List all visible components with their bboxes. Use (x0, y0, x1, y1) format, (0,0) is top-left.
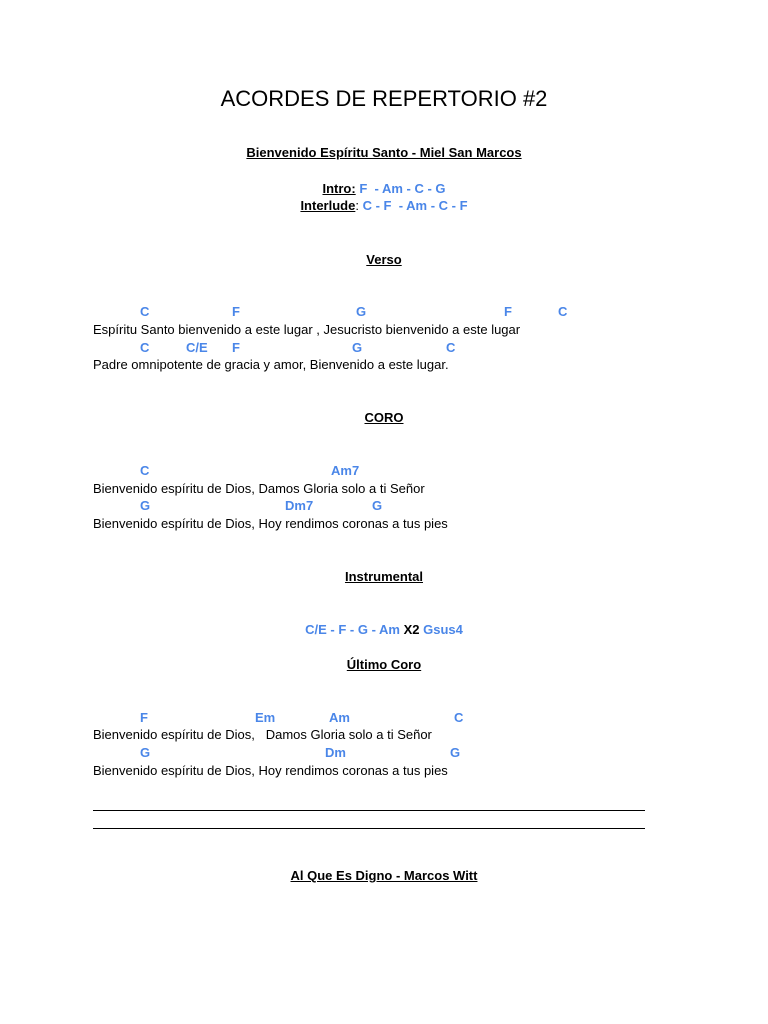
intro-label: Intro: (322, 181, 356, 196)
chord: G (140, 498, 151, 513)
lyric-line: Padre omnipotente de gracia y amor, Bienvenido a este lugar. (93, 357, 449, 372)
repeat-mark: X2 (399, 622, 424, 637)
instrumental-heading: Instrumental (344, 569, 423, 584)
chord: F (232, 340, 240, 355)
next-song-title: Al Que Es Digno - Marcos Witt (290, 868, 478, 883)
interlude-chords: C - F - Am - C - F (362, 198, 468, 213)
instrumental-chords: C/E - F - G - Am (305, 622, 400, 637)
interlude-colon: : (355, 198, 359, 213)
chord: C (140, 304, 150, 319)
last-chorus-heading: Último Coro (346, 657, 422, 672)
chord: G (140, 745, 151, 760)
chord: F (504, 304, 512, 319)
chord: C (454, 710, 464, 725)
interlude-label: Interlude (300, 198, 356, 213)
page-title: ACORDES DE REPERTORIO #2 (220, 86, 548, 111)
separator-line (93, 828, 645, 829)
chord: F (140, 710, 148, 725)
instrumental-tail-chord: Gsus4 (423, 622, 463, 637)
chord: G (356, 304, 367, 319)
chord: C (558, 304, 568, 319)
chorus-heading: CORO (364, 410, 404, 425)
chord: Dm (325, 745, 346, 760)
lyric-line: Bienvenido espíritu de Dios, Damos Gloria solo a ti Señor (93, 727, 432, 742)
chord: G (450, 745, 461, 760)
chord: G (352, 340, 363, 355)
lyric-line: Bienvenido espíritu de Dios, Damos Gloria solo a ti Señor (93, 481, 425, 496)
lyric-line: Espíritu Santo bienvenido a este lugar , Jesucristo bienvenido a este lugar (93, 322, 521, 337)
separator-line (93, 810, 645, 811)
chord: F (232, 304, 240, 319)
intro-line (0, 181, 768, 196)
song-title: Bienvenido Espíritu Santo - Miel San Marcos (246, 145, 522, 160)
chord: C/E (186, 340, 208, 355)
lyric-line: Bienvenido espíritu de Dios, Hoy rendimos coronas a tus pies (93, 516, 448, 531)
chord: C (140, 463, 150, 478)
chord: Am (329, 710, 350, 725)
chord: C (140, 340, 150, 355)
chord: Em (255, 710, 276, 725)
chord: G (372, 498, 383, 513)
lyric-line: Bienvenido espíritu de Dios, Hoy rendimos coronas a tus pies (93, 763, 448, 778)
chord: Dm7 (285, 498, 314, 513)
instrumental-line (0, 622, 768, 637)
interlude-line (0, 198, 768, 213)
intro-chords: F - Am - C - G (359, 181, 446, 196)
chord: C (446, 340, 456, 355)
chord: Am7 (331, 463, 360, 478)
verse-heading: Verso (366, 252, 402, 267)
